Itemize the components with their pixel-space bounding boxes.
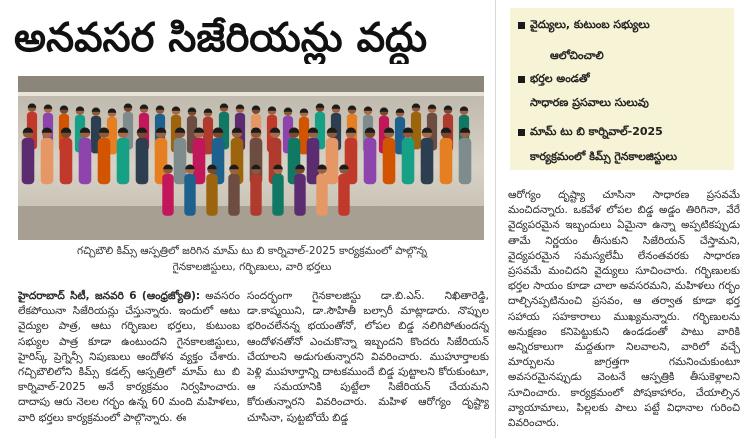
article-column-3: ఆరోగ్యం దృష్ట్యా చూసినా సాధారణ ప్రసవమే మంచిదన్నారు. ఒకవేళ లోపల బిడ్డ అడ్డం తిరిగినా, వేరే వైద్యపరమైన ఇబ్బందులు ఏమైనా ఉన్నా అప్పటికప్పుడు తామే నిర్ణయం తీసుకుని సిజేరియన్ చేస్తామని, వైద్యపరమైన సమస్యలేమీ లేనంతవరకు సాధారణ ప్రసవమే మంచిదని వైద్యులు సూచించారు. గర్భిణులకు భర్తల సాయం కూడా చాలా అవసరమని, మహిళలు గర్భం దాల్చినప్పటినుంచి ప్రసవం, ఆ తర్వాత కూడా భర్త సహాయ సహకారాలు ముఖ్యమన్నారు. గర్భిణులను అనుక్షణం కనిపెట్టుకుని ఉండడంతో పాటు వారికి అన్నిరకాలుగా మద్దతుగా నిలవాలని, వారిలో వచ్చే మార్పులను జాగ్రత్తగా గమనించుకుంటూ అవసరమైనప్పుడు వెంటనే ఆస్పత్రికి తీసుకెళ్లాలని సూచించారు. కార్యక్రమంలో పోషకాహారం, చేయాల్సిన వ్యాయామాలు, పిల్లలకు పాలు పట్టే విధానాల గురించి వివరించారు. bbox=[508, 189, 740, 430]
person-figure bbox=[41, 138, 54, 184]
person-figure bbox=[250, 174, 261, 216]
person-figure bbox=[440, 138, 453, 184]
person-figure bbox=[162, 174, 173, 216]
person-figure bbox=[316, 174, 327, 216]
article-dateline: హైదరాబాద్ సిటీ, జనవరి 6 (ఆంధ్రజ్యోతి): bbox=[18, 290, 201, 302]
highlight-3-line2: కార్యక్రమంలో కిమ్స్ గైనకాలజిస్టులు bbox=[530, 150, 678, 163]
photo-caption-line1: గచ్చిబౌలి కిమ్స్ ఆస్పత్రిలో జరిగిన మామ్ టు బి కార్నివాల్-2025 కార్యక్రమంలో పాల్గొన్న bbox=[76, 245, 428, 257]
person-figure bbox=[364, 138, 377, 184]
person-figure bbox=[459, 138, 472, 184]
person-figure bbox=[136, 138, 149, 184]
person-figure bbox=[421, 138, 434, 184]
person-figure bbox=[338, 174, 349, 216]
highlight-1-line2: ఆలోచించాలి bbox=[550, 49, 604, 62]
person-figure bbox=[98, 138, 111, 184]
highlight-2-line1: భర్తల అండతో bbox=[530, 72, 590, 85]
person-figure bbox=[228, 174, 239, 216]
group-photo-illustration bbox=[18, 76, 484, 240]
bullet-icon bbox=[518, 22, 525, 29]
bullet-icon bbox=[518, 129, 525, 136]
person-figure bbox=[184, 174, 195, 216]
headline: అనవసర సిజేరియన్లు వద్దు bbox=[14, 15, 428, 61]
bullet-icon bbox=[518, 76, 525, 83]
person-figure bbox=[22, 138, 35, 184]
person-figure bbox=[206, 174, 217, 216]
highlight-2-line2: సాధారణ ప్రసవాలు సులువు bbox=[530, 96, 649, 109]
person-figure bbox=[402, 138, 415, 184]
highlights-box bbox=[510, 8, 734, 170]
photo-caption bbox=[26, 243, 478, 275]
column-divider bbox=[495, 0, 496, 438]
photo-caption-line2: గైనకాలజిస్టులు, గర్భిణులు, వారి భర్తలు bbox=[172, 261, 332, 273]
highlight-3-line1: మామ్ టు బి కార్నివాల్-2025 bbox=[530, 125, 663, 138]
group-photo bbox=[18, 76, 484, 240]
person-figure bbox=[79, 138, 92, 184]
person-figure bbox=[60, 138, 73, 184]
person-figure bbox=[272, 174, 283, 216]
article-column-1-text: అవసరం లేకపోయినా సిజేరియన్లు చేస్తున్నారు. ఇందులో ఆటు వైద్యుల పాత్ర, ఆటు గర్భిణుల భర్తలు, కుటుంబ సభ్యుల పాత్ర కూడా ఉంటుందని గైనకాలజిస్టులు, హైరిస్క్ ప్రెగ్నెన్సీ నిపుణులు ఆందోళన వ్యక్తం చేశారు. గచ్చిబౌలిలోని కిమ్స్ కడల్స్ ఆస్పత్రిలో మామ్ టు బి కార్నివాల్-2025 అనే కార్యక్రమం నిర్వహించారు. దాదాపు ఆరు నెలల గర్భం ఉన్న 60 మంది మహిళలు, వారి భర్తలు కార్యక్రమంలో పాల్గొన్నారు. ఈ bbox=[18, 290, 240, 424]
article-column-2: సందర్భంగా గైనకాలజిస్టు డా.బి.ఎస్. నిఖితారెడ్డి, డా.కాష్మయిని, డా.సౌహితీ బల్సారీ మాట్లాడారు. నొప్పుల భరించలేనన్న భయంతోనో, లోపల బిడ్డ నలిగిపోతుందన్న ఆందోళనతోనో ఎంచుకొన్నా ఇబ్బందని కొందరు సిజేరియన్ చేయాలని అడుగుతున్నారని వివరించారు. ముహూర్తాలకు పెళ్లి ముహూర్తాన్ని దాటకముందే బిడ్డ పుట్టాలని కోరుకుంటూ, ఆ సమయానికి పుట్టేలా సిజేరియన్ చేయమని కోరుతున్నారని వివరించారు. మహిళ ఆరోగ్యం దృష్ట్యా చూసినా, పుట్టబోయే బిడ్డ bbox=[247, 290, 489, 424]
person-figure bbox=[294, 174, 305, 216]
highlight-item-2 bbox=[518, 71, 590, 87]
person-figure bbox=[383, 138, 396, 184]
article-column-1 bbox=[18, 289, 240, 435]
person-figure bbox=[117, 138, 130, 184]
highlight-1-line1: వైద్యులు, కుటుంబ సభ్యులు bbox=[530, 18, 650, 31]
highlight-item-3 bbox=[518, 124, 663, 140]
highlight-item-1 bbox=[518, 17, 650, 33]
